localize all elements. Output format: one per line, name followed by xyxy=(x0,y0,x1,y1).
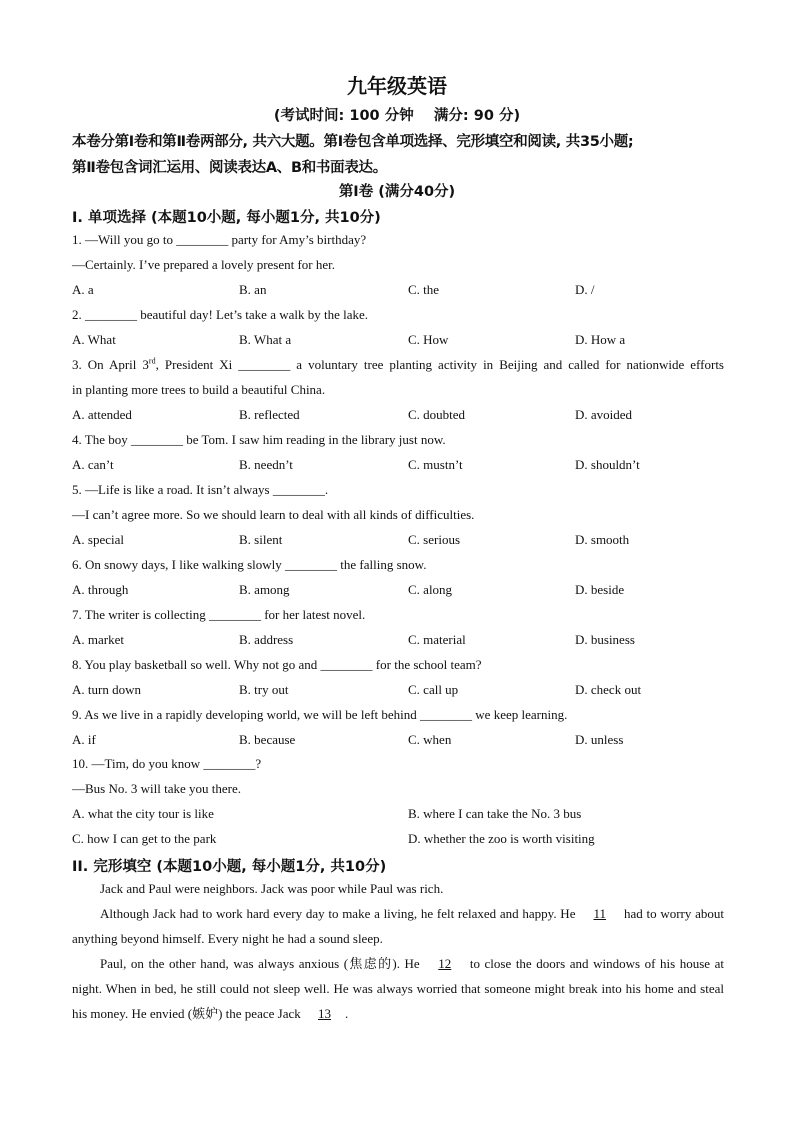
q5-stem: 5. —Life is like a road. It isn’t always ________. xyxy=(72,482,329,497)
q9-option-b: B. because xyxy=(239,732,296,747)
exam-title: 九年级英语 xyxy=(347,74,447,98)
q3-stem-sup: rd xyxy=(148,356,156,366)
q3-option-b: B. reflected xyxy=(239,407,300,422)
q1-option-a: A. a xyxy=(72,282,94,297)
q4-option-a: A. can’t xyxy=(72,457,114,472)
q10-stem: 10. —Tim, do you know ________? xyxy=(72,756,262,771)
cloze-paragraph-1: Jack and Paul were neighbors. Jack was poor while Paul was rich. xyxy=(100,881,444,896)
intro-line-2: 第Ⅱ卷包含词汇运用、阅读表达A、B和书面表达。 xyxy=(72,160,387,176)
q4-option-d: D. shouldn’t xyxy=(575,457,640,472)
q4-stem: 4. The boy ________ be Tom. I saw him reading in the library just now. xyxy=(72,432,446,447)
q10-option-a: A. what the city tour is like xyxy=(72,806,214,821)
cloze-p3-end: . xyxy=(345,1006,349,1021)
cloze-p2-post: had to worry about anything beyond himself. Every night he had a sound sleep. xyxy=(72,906,724,946)
q6-option-d: D. beside xyxy=(575,582,625,597)
q7-stem: 7. The writer is collecting ________ for her latest novel. xyxy=(72,607,366,622)
cloze-paragraph-2 xyxy=(72,901,724,951)
section-1-heading: I. 单项选择 (本题10小题, 每小题1分, 共10分) xyxy=(72,210,381,226)
q10-option-b: B. where I can take the No. 3 bus xyxy=(408,806,582,821)
q7-option-b: B. address xyxy=(239,632,294,647)
q5-option-d: D. smooth xyxy=(575,532,630,547)
q1-option-c: C. the xyxy=(408,282,440,297)
q8-option-c: C. call up xyxy=(408,682,459,697)
q10-option-d: D. whether the zoo is worth visiting xyxy=(408,831,595,846)
q9-option-a: A. if xyxy=(72,732,96,747)
q3-option-a: A. attended xyxy=(72,407,132,422)
q3-option-c: C. doubted xyxy=(408,407,466,422)
q2-stem: 2. ________ beautiful day! Let’s take a walk by the lake. xyxy=(72,307,369,322)
blank-13: 13 xyxy=(318,1006,331,1021)
q6-option-c: C. along xyxy=(408,582,453,597)
q3-stem-pre: 3. On April 3 xyxy=(72,357,149,372)
q4-option-c: C. mustn’t xyxy=(408,457,463,472)
q7-option-d: D. business xyxy=(575,632,635,647)
q10-stem-2: —Bus No. 3 will take you there. xyxy=(72,781,241,796)
q5-option-a: A. special xyxy=(72,532,124,547)
intro-line-1: 本卷分第Ⅰ卷和第Ⅱ卷两部分, 共六大题。第Ⅰ卷包含单项选择、完形填空和阅读, 共35小题; xyxy=(72,134,634,150)
q7-option-c: C. material xyxy=(408,632,466,647)
q1-option-d: D. / xyxy=(575,282,595,297)
q1-option-b: B. an xyxy=(239,282,267,297)
q9-option-c: C. when xyxy=(408,732,452,747)
q3-stem-post: , President Xi ________ a voluntary tree planting activity in Beijing and called for nationwide efforts xyxy=(155,357,724,372)
q8-stem: 8. You play basketball so well. Why not go and ________ for the school team? xyxy=(72,657,482,672)
q3-stem xyxy=(72,357,724,373)
q3-option-d: D. avoided xyxy=(575,407,633,422)
q4-option-b: B. needn’t xyxy=(239,457,293,472)
q9-option-d: D. unless xyxy=(575,732,624,747)
q6-option-b: B. among xyxy=(239,582,290,597)
q2-option-c: C. How xyxy=(408,332,449,347)
q3-stem-2: in planting more trees to build a beautiful China. xyxy=(72,382,326,397)
q2-option-a: A. What xyxy=(72,332,116,347)
q5-option-c: C. serious xyxy=(408,532,460,547)
blank-11: 11 xyxy=(593,906,606,921)
section-2-heading: II. 完形填空 (本题10小题, 每小题1分, 共10分) xyxy=(72,859,387,875)
q6-option-a: A. through xyxy=(72,582,129,597)
q1-stem: 1. —Will you go to ________ party for Amy’s birthday? xyxy=(72,232,367,247)
cloze-paragraph-3 xyxy=(72,951,724,1026)
q2-option-b: B. What a xyxy=(239,332,292,347)
q1-stem-2: —Certainly. I’ve prepared a lovely present for her. xyxy=(72,257,336,272)
exam-subtitle: (考试时间: 100 分钟 满分: 90 分) xyxy=(273,108,521,124)
cloze-p3-pre: Paul, on the other hand, was always anxious (焦虑的). He xyxy=(100,956,420,971)
volume-1-heading: 第Ⅰ卷 (满分40分) xyxy=(338,184,456,200)
cloze-p3-post: to close the doors and windows of his house at night. When in bed, he still could not sleep well. He was always worried that someone might break into his home and steal his money. He envied (嫉妒) the peace Jack xyxy=(72,956,725,1021)
q2-option-d: D. How a xyxy=(575,332,626,347)
q5-stem-2: —I can’t agree more. So we should learn to deal with all kinds of difficulties. xyxy=(72,507,475,522)
q10-option-c: C. how I can get to the park xyxy=(72,831,217,846)
cloze-p2-pre: Although Jack had to work hard every day to make a living, he felt relaxed and happy. He xyxy=(100,906,576,921)
q7-option-a: A. market xyxy=(72,632,124,647)
q8-option-d: D. check out xyxy=(575,682,642,697)
q5-option-b: B. silent xyxy=(239,532,283,547)
q8-option-b: B. try out xyxy=(239,682,289,697)
q8-option-a: A. turn down xyxy=(72,682,141,697)
q9-stem: 9. As we live in a rapidly developing world, we will be left behind ________ we keep learning. xyxy=(72,707,568,722)
blank-12: 12 xyxy=(438,956,452,971)
q6-stem: 6. On snowy days, I like walking slowly ________ the falling snow. xyxy=(72,557,427,572)
